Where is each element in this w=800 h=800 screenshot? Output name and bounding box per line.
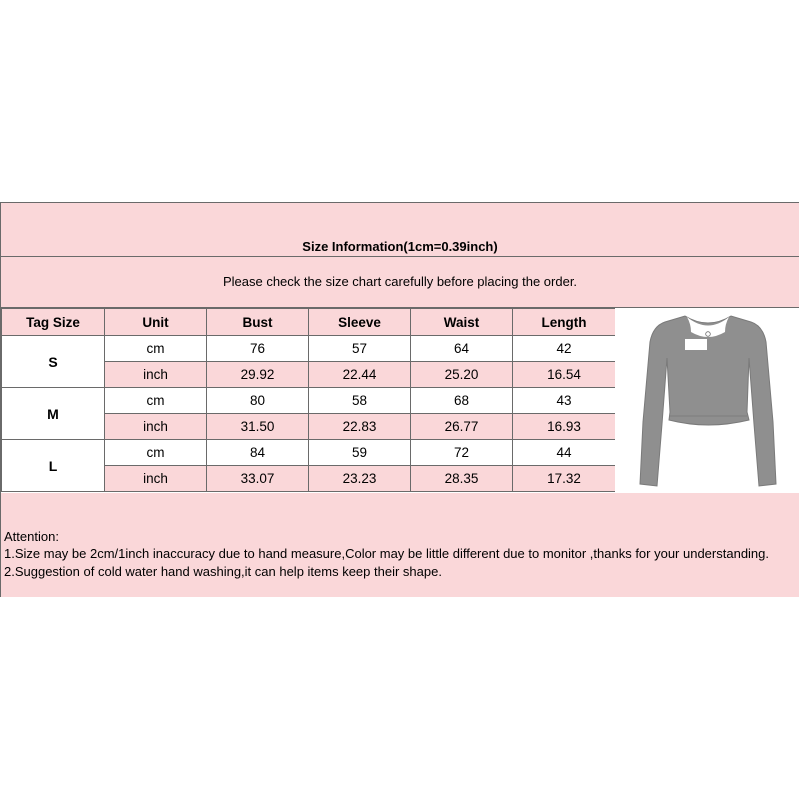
sleeve-cell: 57 [309,336,411,362]
button [706,332,711,337]
unit-cell: inch [105,466,207,492]
bust-cell: 76 [207,336,309,362]
attention-notes [4,545,795,580]
waist-cell: 26.77 [411,414,513,440]
bust-cell: 80 [207,388,309,414]
length-cell: 16.54 [513,362,616,388]
title-band [1,203,799,257]
length-cell: 16.93 [513,414,616,440]
size-table [1,308,616,492]
header-unit: Unit [105,309,207,336]
tag-size-cell: S [2,336,105,388]
unit-cell: cm [105,440,207,466]
unit-cell: cm [105,336,207,362]
header-waist: Waist [411,309,513,336]
attention-note-1: 1.Size may be 2cm/1inch inaccuracy due to hand measure,Color may be little different due to monitor ,thanks for your understanding. [4,546,770,561]
sleeve-cell: 59 [309,440,411,466]
tag-size-cell: M [2,388,105,440]
bust-cell: 84 [207,440,309,466]
length-cell: 42 [513,336,616,362]
chart-title: Size Information(1cm=0.39inch) [302,239,498,254]
garment-body [640,316,776,486]
attention-title: Attention: [4,529,59,544]
waist-cell: 68 [411,388,513,414]
waist-cell: 64 [411,336,513,362]
length-cell: 17.32 [513,466,616,492]
waist-cell: 72 [411,440,513,466]
attention-note-2: 2.Suggestion of cold water hand washing,it can help items keep their shape. [4,563,442,579]
sleeve-cell: 58 [309,388,411,414]
bust-cell: 31.50 [207,414,309,440]
table-row [2,440,616,466]
header-tag-size: Tag Size [2,309,105,336]
attention-band [1,493,799,597]
unit-cell: inch [105,414,207,440]
header-length: Length [513,309,616,336]
size-chart [0,202,799,597]
sleeve-cell: 23.23 [309,466,411,492]
notice-text: Please check the size chart carefully before placing the order. [222,274,578,289]
unit-cell: cm [105,388,207,414]
table-header-row [2,309,616,336]
waist-cell: 25.20 [411,362,513,388]
length-cell: 43 [513,388,616,414]
bust-cell: 29.92 [207,362,309,388]
waist-cell: 28.35 [411,466,513,492]
unit-cell: inch [105,362,207,388]
sleeve-cell: 22.83 [309,414,411,440]
crop-top-image [633,312,783,490]
table-row [2,388,616,414]
tag-size-cell: L [2,440,105,492]
cutout [685,339,707,350]
product-photo [615,308,799,494]
header-bust: Bust [207,309,309,336]
notice-band [1,257,799,308]
bust-cell: 33.07 [207,466,309,492]
sleeve-cell: 22.44 [309,362,411,388]
length-cell: 44 [513,440,616,466]
header-sleeve: Sleeve [309,309,411,336]
table-row [2,336,616,362]
